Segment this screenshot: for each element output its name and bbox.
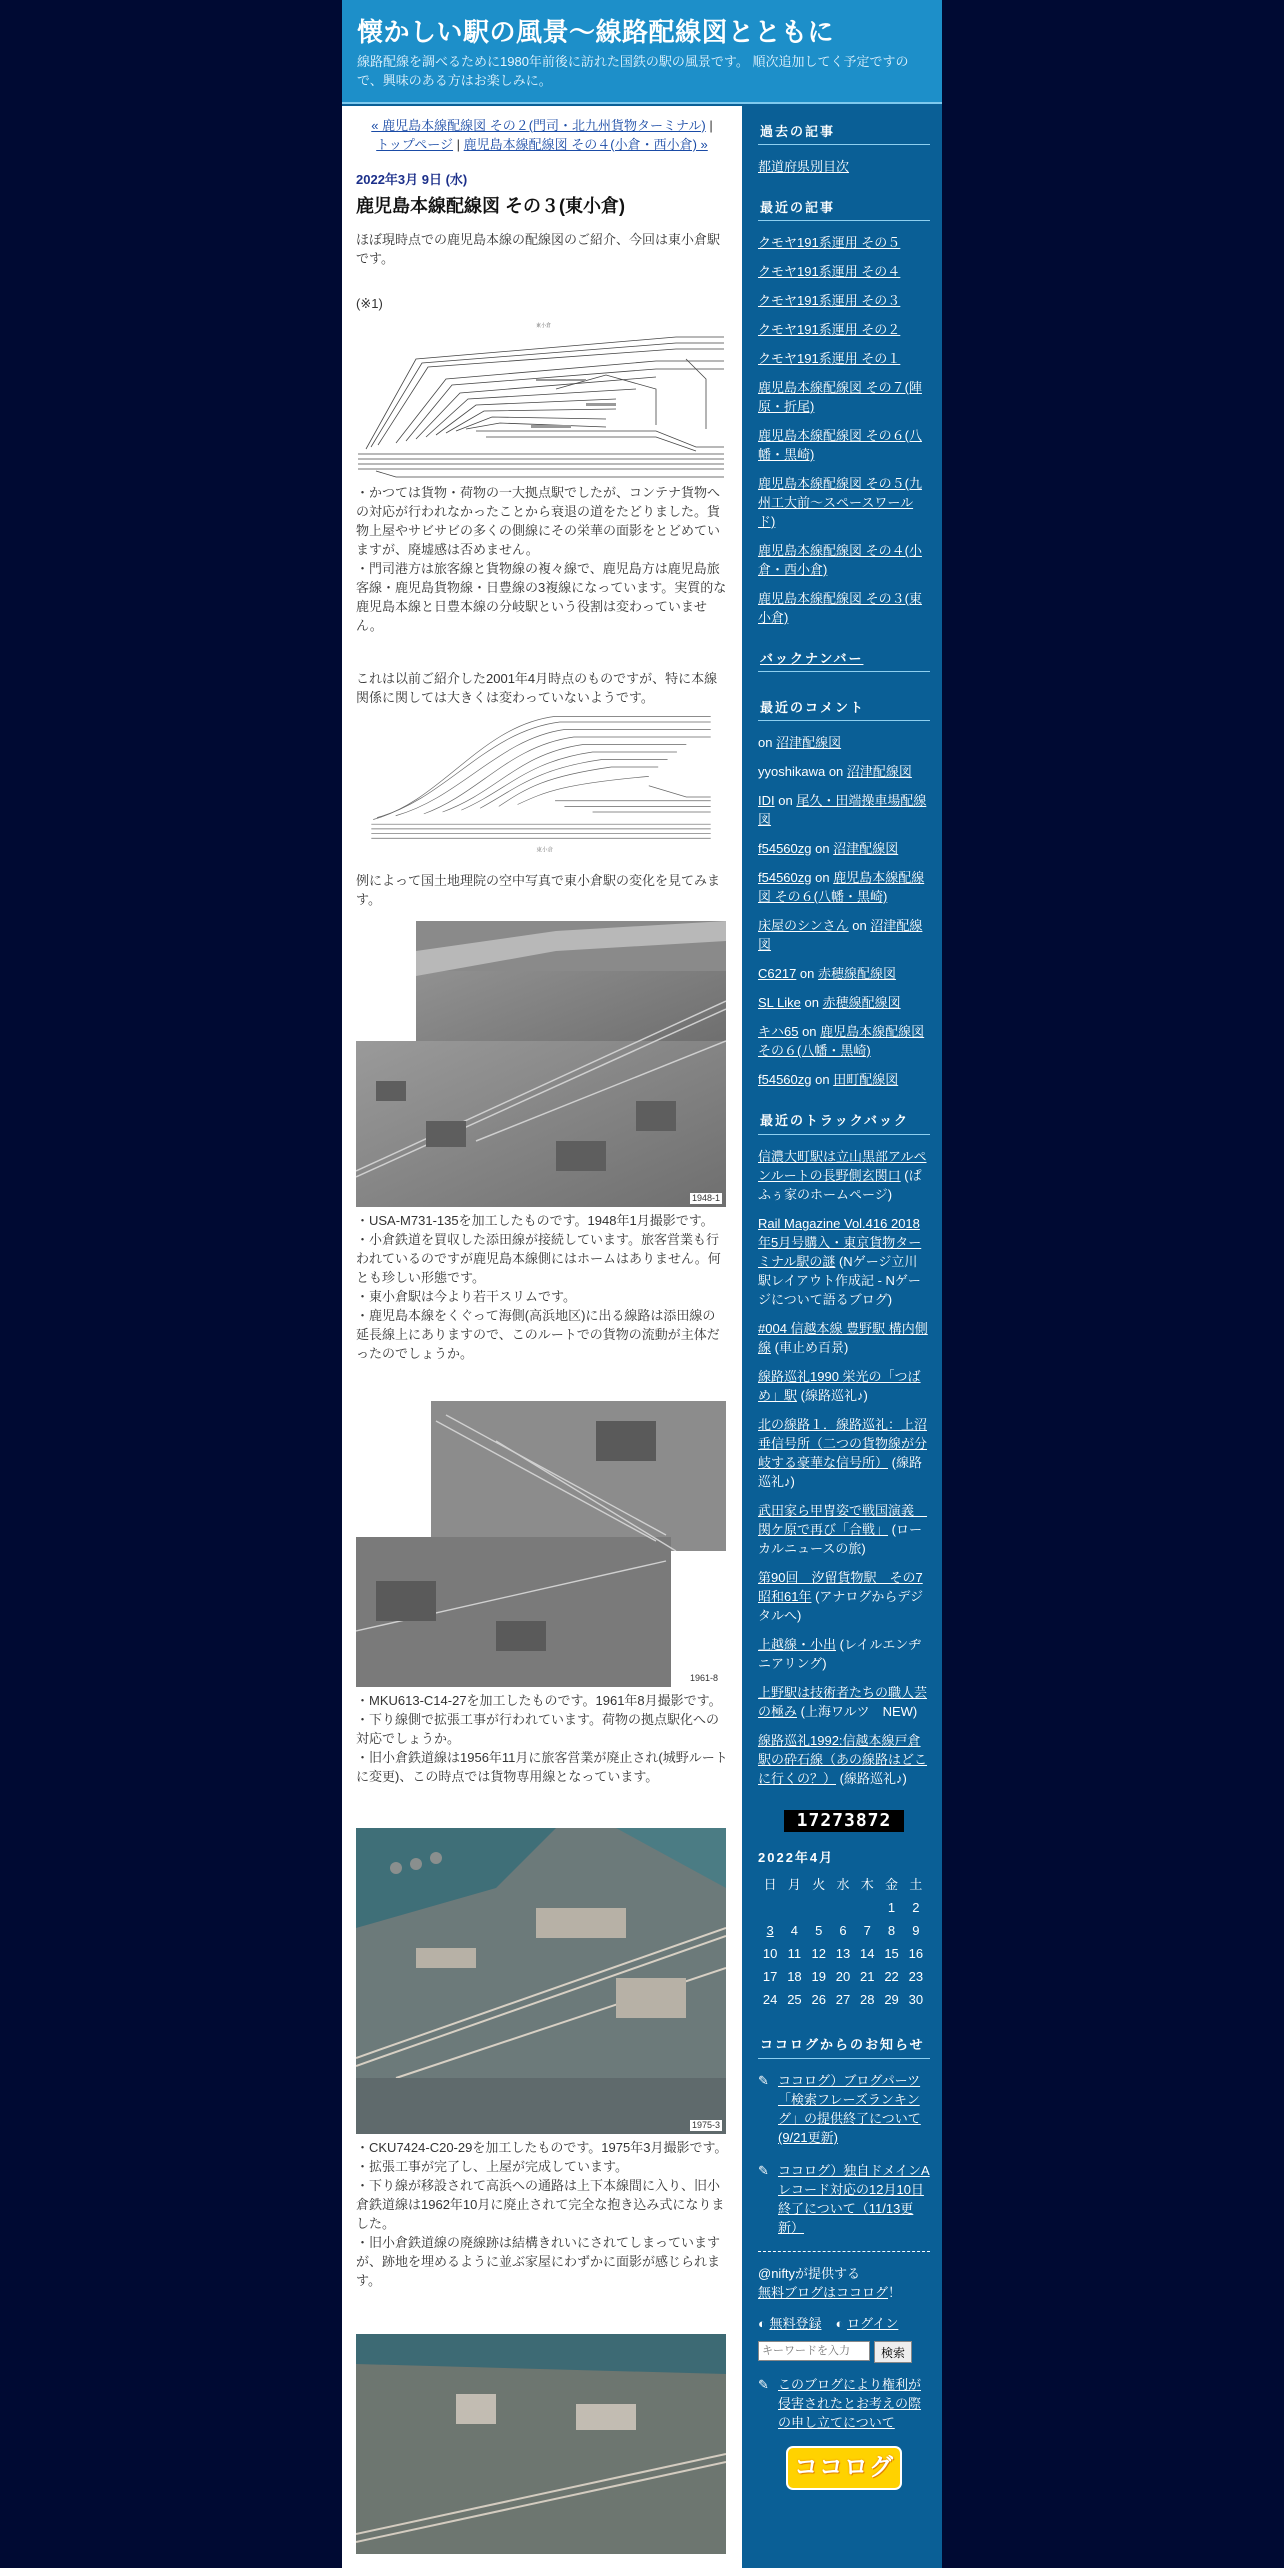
divider [758, 2251, 930, 2252]
trackback-source: (ぱふぅ家のホームページ) [758, 1168, 922, 1202]
calendar-day: 7 [863, 1923, 871, 1938]
search-form [758, 2341, 930, 2363]
recent-article-link[interactable]: 鹿児島本線配線図 その５(九州工大前～スペースワールド) [758, 476, 922, 529]
trackback-item [758, 1367, 930, 1405]
recent-comments-heading: 最近のコメント [758, 698, 930, 721]
calendar-day: 28 [860, 1992, 875, 2007]
trackback-source: (線路巡礼♪) [797, 1388, 868, 1403]
trackback-source: (上海ワルツ NEW) [797, 1704, 918, 1719]
blog-description: 線路配線を調べるために1980年前後に訪れた国鉄の駅の風景です。 順次追加してく予定ですので、興味のある方はお楽しみに。 [357, 54, 909, 88]
spacer [356, 861, 728, 871]
calendar-day: 23 [908, 1969, 924, 1984]
trackback-item [758, 1568, 930, 1625]
comment-on: on [774, 793, 797, 808]
info-icon: ✎ [758, 2073, 769, 2088]
calendar-day: 17 [762, 1969, 778, 1984]
calendar-day [855, 1896, 879, 1919]
comment-on: on [825, 764, 847, 779]
comment-author-link[interactable]: C6217 [758, 966, 797, 981]
comment-on: on [798, 1024, 821, 1039]
trackback-item [758, 1147, 930, 1204]
recent-article-link[interactable]: クモヤ191系運用 その４ [758, 264, 901, 279]
comment-post-link[interactable]: 沼津配線図 [776, 735, 842, 750]
rights-item [758, 2375, 930, 2432]
calendar-day: 9 [912, 1923, 920, 1938]
entry-text-2: これは以前ご紹介した2001年4月時点のものですが、特に本線関係に関しては大きくは変わっていないようです。 [356, 671, 718, 705]
entry-text-5: ・MKU613-C14-27を加工したものです。1961年8月撮影です。 ・下り線側で拡張工事が行われています。荷物の拠点駅化への対応でしょうか。 ・旧小倉鉄道線は1956年11月に旅客営業が廃止され(城野ルートに変更)、この時点では貨物専用線となっています。 [356, 1693, 728, 1784]
calendar-day: 15 [884, 1946, 899, 1961]
register-link[interactable]: 無料登録 [769, 2316, 822, 2331]
recent-article-link[interactable]: 鹿児島本線配線図 その７(陣原・折尾) [758, 380, 922, 414]
info-item [758, 2071, 930, 2147]
comment-item [758, 993, 930, 1012]
recent-comments-list [758, 733, 930, 1089]
comment-item [758, 791, 930, 829]
entry-navigation [356, 116, 728, 154]
calendar-day: 11 [787, 1946, 802, 1961]
calendar-day: 14 [860, 1946, 875, 1961]
comment-item [758, 964, 930, 983]
weekday-label: 火 [812, 1877, 826, 1892]
entry-intro: ほぼ現時点での鹿児島本線の配線図のご紹介、今回は東小倉駅です。 [356, 232, 721, 266]
top-page-link[interactable]: トップページ [376, 137, 454, 152]
weekday-label: 木 [860, 1877, 874, 1892]
past-article-link[interactable]: 都道府県別目次 [758, 159, 850, 174]
entry-text-3: 例によって国土地理院の空中写真で東小倉駅の変化を見てみます。 [356, 873, 721, 907]
comment-post-link[interactable]: 赤穂線配線図 [822, 995, 901, 1010]
search-button[interactable]: 検索 [874, 2341, 912, 2363]
entry-title: 鹿児島本線配線図 その３(東小倉) [356, 196, 625, 216]
calendar-day: 2 [912, 1900, 920, 1915]
calendar-day: 5 [815, 1923, 823, 1938]
account-links [758, 2314, 930, 2333]
trackback-link[interactable]: 上越線・小出 [758, 1637, 837, 1652]
info-link[interactable]: ココログ）ブログパーツ「検索フレーズランキング」の提供終了について(9/21更新) [778, 2073, 921, 2145]
trackback-item [758, 1415, 930, 1491]
calendar-week [758, 1965, 928, 1988]
recent-article-link[interactable]: 鹿児島本線配線図 その６(八幡・黒崎) [758, 428, 922, 462]
comment-author-link[interactable]: f54560zg [758, 1072, 812, 1087]
trackback-item [758, 1683, 930, 1721]
photo-caption: 1961-8 [689, 1673, 718, 1683]
comment-author-link[interactable]: f54560zg [758, 870, 812, 885]
sidebar [742, 106, 942, 2568]
comment-item [758, 762, 930, 781]
trackback-source: (アナログからデジタルへ) [758, 1589, 924, 1623]
aerial-photo-1975[interactable] [356, 1828, 726, 2134]
trackback-link[interactable]: 線路巡礼1990 栄光の「つばめ」駅 [758, 1369, 921, 1403]
calendar-day: 30 [908, 1992, 924, 2007]
trackback-link[interactable]: 線路巡礼1992:信越本線戸倉駅の砕石線（あの線路はどこに行くの？） [758, 1733, 928, 1786]
spacer [356, 909, 728, 921]
comment-on: on [800, 995, 823, 1010]
spacer [356, 2290, 728, 2334]
comment-on: on [811, 870, 834, 885]
login-link[interactable]: ログイン [846, 2316, 899, 2331]
comment-author-link[interactable]: キハ65 [758, 1024, 799, 1039]
spacer [356, 1363, 728, 1401]
backnumber-heading [758, 649, 930, 672]
trackback-link[interactable]: #004 信越本線 豊野駅 構内側線 [758, 1321, 928, 1355]
entry-note: (※1) [356, 296, 383, 311]
past-articles-heading: 過去の記事 [758, 122, 930, 145]
calendar-day [831, 1896, 855, 1919]
svg-text:東小倉: 東小倉 [536, 323, 552, 329]
access-counter: 17273872 [784, 1810, 904, 1832]
entry-text-4: ・USA-M731-135を加工したものです。1948年1月撮影です。 ・小倉鉄道を買収した添田線が接続しています。旅客営業も行われているのですが鹿児島本線側にはホームはありません。何とも珍しい形態です。 ・東小倉駅は今より若干スリムです。 ・鹿児島本線をくぐって海側(高浜地区)に出る線路は添田線の延長線上にありますので、このルートでの貨物の流動が主体だったのでしょうか。 [356, 1213, 721, 1361]
next-entry-link[interactable]: 鹿児島本線配線図 その４(小倉・西小倉) » [463, 137, 708, 152]
trackback-item [758, 1731, 930, 1788]
calendar-day: 12 [811, 1946, 826, 1961]
calendar-day: 18 [787, 1969, 802, 1984]
info-link[interactable]: ココログ）独自ドメインAレコード対応の12月10日終了について（11/13更新） [778, 2163, 930, 2235]
cocolog-logo[interactable]: ココログ [786, 2446, 902, 2490]
comment-item [758, 868, 930, 906]
blog-banner [342, 0, 942, 104]
entry-text-1: ・かつては貨物・荷物の一大拠点駅でしたが、コンテナ貨物への対応が行われなかったことから衰退の道をたどりました。貨物上屋やサビサビの多くの側線にその栄華の面影をとどめていますが、廃墟感は否めません。 ・門司港方は旅客線と貨物線の複々線で、鹿児島方は鹿児島旅客線・鹿児島貨物線・日豊線の3複線になっています。実質的な鹿児島本線と日豊本線の分岐駅という役割は変わっていません。 [356, 485, 727, 633]
cocolog-info-heading: ココログからのお知らせ [758, 2035, 930, 2059]
comment-author: yyoshikawa [758, 764, 826, 779]
search-input[interactable] [758, 2341, 870, 2361]
calendar-day: 26 [811, 1992, 826, 2007]
recent-articles-list [758, 233, 930, 627]
weekday-label: 水 [836, 1877, 850, 1892]
nifty-line-1: @niftyが提供する [758, 2266, 861, 2281]
recent-article-link[interactable]: 鹿児島本線配線図 その４(小倉・西小倉) [758, 543, 922, 577]
backnumber-link[interactable]: バックナンバー [760, 651, 864, 666]
page-wrapper [342, 0, 942, 2568]
calendar-day: 10 [762, 1946, 778, 1961]
recent-article-link[interactable]: 鹿児島本線配線図 その３(東小倉) [758, 591, 922, 625]
calendar-day-link[interactable]: 3 [766, 1923, 774, 1938]
calendar-week [758, 1896, 928, 1919]
calendar-day: 8 [887, 1923, 896, 1938]
calendar-day: 1 [887, 1900, 896, 1915]
nav-separator: | [453, 137, 464, 152]
calendar-day [807, 1896, 831, 1919]
recent-trackbacks-list [758, 1147, 930, 1788]
weekday-label: 土 [909, 1877, 923, 1892]
recent-articles-heading: 最近の記事 [758, 198, 930, 221]
calendar-day: 13 [835, 1946, 851, 1961]
recent-article-link[interactable]: クモヤ191系運用 その２ [758, 322, 901, 337]
trackback-item [758, 1635, 930, 1673]
recent-trackbacks-heading: 最近のトラックバック [758, 1111, 930, 1135]
calendar-day: 6 [839, 1923, 847, 1938]
comment-item [758, 733, 930, 752]
nifty-line-2 [758, 2283, 930, 2302]
calendar-caption: 2022年4月 [758, 1850, 835, 1865]
comment-post-link[interactable]: 沼津配線図 [758, 918, 923, 952]
shield-icon: ◐ [835, 2316, 844, 2331]
trackback-link[interactable]: 北の線路１．線路巡礼：上沼垂信号所（二つの貨物線が分岐する豪華な信号所） [758, 1417, 928, 1470]
comment-post-link[interactable]: 鹿児島本線配線図 その６(八幡・黒崎) [758, 1024, 925, 1058]
recent-article-link[interactable]: クモヤ191系運用 その３ [758, 293, 901, 308]
trackback-link[interactable]: 第90回 汐留貨物駅 その7 昭和61年 [758, 1570, 923, 1604]
calendar-day [758, 1896, 782, 1919]
register-group [758, 2314, 822, 2333]
weekday-label: 日 [763, 1877, 777, 1892]
photo-caption: 1948-1 [691, 1193, 720, 1203]
main-content [342, 106, 742, 2568]
comment-on: on [758, 735, 777, 750]
shield-icon: ◐ [758, 2316, 766, 2331]
nav-separator: | [705, 118, 713, 133]
comment-on: on [811, 1072, 834, 1087]
recent-article-link[interactable]: クモヤ191系運用 その５ [758, 235, 901, 250]
spacer [356, 1786, 728, 1828]
calendar-day-link-cell [758, 1919, 782, 1942]
spacer [356, 635, 728, 669]
trackback-source: (車止め百景) [771, 1340, 849, 1355]
trackback-link[interactable]: 信濃大町駅は立山黒部アルペンルートの長野側玄関口 [758, 1149, 927, 1183]
calendar-day: 16 [908, 1946, 924, 1961]
calendar-day: 20 [835, 1969, 851, 1984]
comment-on: on [848, 918, 871, 933]
comment-item [758, 1022, 930, 1060]
recent-article-link[interactable]: クモヤ191系運用 その１ [758, 351, 901, 366]
comment-author-link[interactable]: 床屋のシンさん [758, 918, 849, 933]
svg-text:東小倉: 東小倉 [536, 847, 554, 854]
trackback-source: (Nゲージ立川駅レイアウト作成記 - Nゲージについて語るブログ) [758, 1254, 921, 1307]
calendar-day: 29 [884, 1992, 899, 2007]
calendar-day: 21 [860, 1969, 875, 1984]
comment-post-link[interactable]: 沼津配線図 [846, 764, 912, 779]
comment-item [758, 1070, 930, 1089]
calendar-day: 25 [787, 1992, 802, 2007]
prev-entry-link[interactable]: « 鹿児島本線配線図 その２(門司・北九州貨物ターミナル) [371, 118, 706, 133]
calendar-day: 27 [835, 1992, 851, 2007]
trackback-source: (線路巡礼♪) [836, 1771, 907, 1786]
track-diagram-current[interactable] [356, 319, 726, 479]
aerial-photo-1948[interactable] [356, 921, 726, 1207]
calendar-day [782, 1896, 806, 1919]
comment-author-link[interactable]: f54560zg [758, 841, 812, 856]
photo-caption: 1975-3 [691, 2120, 720, 2130]
calendar-weekdays [758, 1873, 928, 1896]
comment-post-link[interactable]: 尾久・田端操車場配線図 [758, 793, 927, 827]
trackback-source: (線路巡礼♪) [758, 1455, 922, 1489]
trackback-item [758, 1501, 930, 1558]
trackback-link[interactable]: 上野駅は技術者たちの職人芸の極み [758, 1685, 928, 1719]
comment-on: on [811, 841, 834, 856]
aerial-photo-1961[interactable] [356, 1401, 726, 1687]
trackback-item [758, 1319, 930, 1357]
nifty-line-2-tail: ！ [888, 2285, 902, 2300]
entry-text-6: ・CKU7424-C20-29を加工したものです。1975年3月撮影です。 ・拡張工事が完了し、上屋が完成しています。 ・下り線が移設されて高浜への通路は上下本線間に入り、旧小倉鉄道線は1962年10月に廃止されて完全な抱き込み式になりました。 ・旧小倉鉄道線の廃線跡は結構きれいにされてしまっていますが、跡地を埋めるように並ぶ家屋にわずかに面影が感じられます。 [356, 2140, 728, 2288]
comment-post-link[interactable]: 田町配線図 [833, 1072, 899, 1087]
calendar-day: 4 [790, 1923, 799, 1938]
comment-author-link[interactable]: IDI [758, 793, 775, 808]
trackback-link[interactable]: Rail Magazine Vol.416 2018年5月号購入・東京貨物ターミナル駅の謎 [758, 1216, 922, 1269]
comment-post-link[interactable]: 鹿児島本線配線図 その６(八幡・黒崎) [758, 870, 925, 904]
trackback-link[interactable]: 武田家ら甲冑姿で戦国演義 関ケ原で再び「合戦」 [758, 1503, 928, 1537]
weekday-label: 月 [787, 1877, 801, 1892]
aerial-photo-next[interactable] [356, 2334, 726, 2554]
free-blog-link[interactable]: 無料ブログはココログ [758, 2285, 889, 2300]
comment-post-link[interactable]: 沼津配線図 [833, 841, 899, 856]
calendar-week [758, 1988, 928, 2011]
info-item [758, 2161, 930, 2237]
weekday-label: 金 [885, 1877, 899, 1892]
comment-author-link[interactable]: SL Like [758, 995, 801, 1010]
trackback-item [758, 1214, 930, 1309]
calendar [758, 1848, 928, 2011]
calendar-week [758, 1919, 928, 1942]
rights-link[interactable]: このブログにより権利が侵害されたとお考えの際の申し立てについて [778, 2377, 922, 2430]
entry-date: 2022年3月 9日 (水) [356, 172, 468, 187]
calendar-week [758, 1942, 928, 1965]
calendar-day: 24 [762, 1992, 778, 2007]
comment-item [758, 839, 930, 858]
calendar-day: 22 [884, 1969, 899, 1984]
track-diagram-2001[interactable] [356, 707, 726, 857]
trackback-source: (レイルエンヂニアリング) [758, 1637, 922, 1671]
comment-on: on [796, 966, 818, 981]
login-group [836, 2314, 899, 2333]
trackback-source: (ローカルニュースの旅) [758, 1522, 922, 1556]
blog-title[interactable]: 懐かしい駅の風景～線路配線図とともに [357, 17, 835, 47]
calendar-day: 19 [811, 1969, 826, 1984]
comment-item [758, 916, 930, 954]
past-articles-list [758, 157, 930, 176]
comment-post-link[interactable]: 赤穂線配線図 [818, 966, 897, 981]
info-icon: ✎ [758, 2163, 769, 2178]
info-icon: ✎ [758, 2377, 769, 2392]
